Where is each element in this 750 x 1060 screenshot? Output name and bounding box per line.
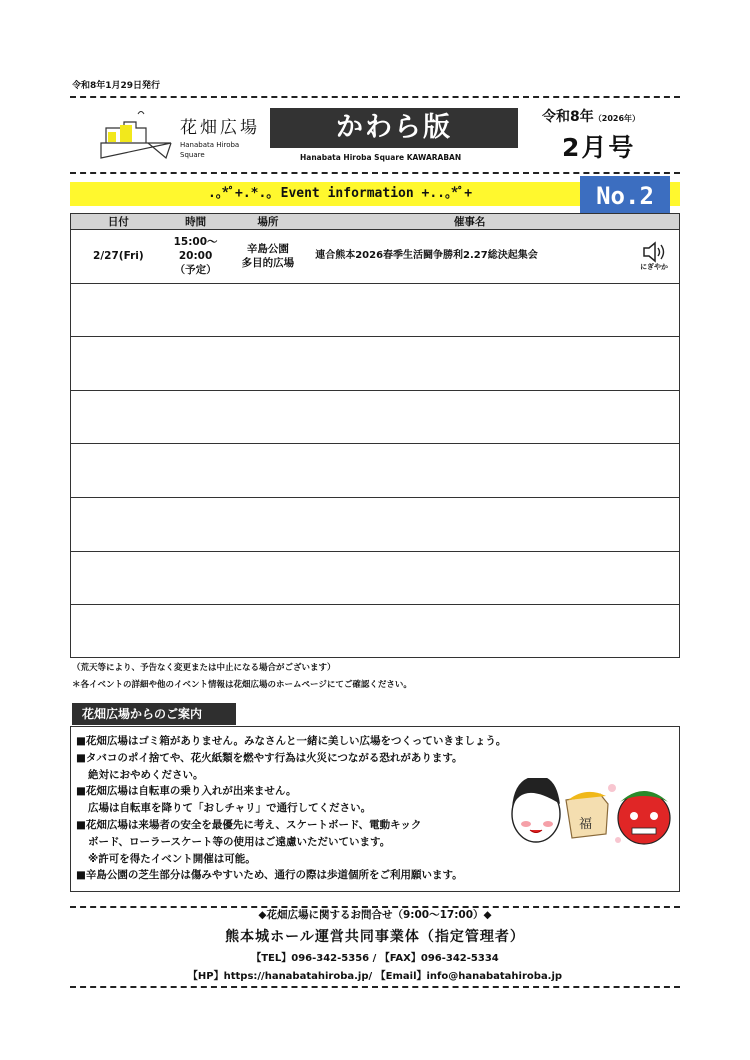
- issue-month: 2月号: [562, 133, 636, 162]
- event-table: [70, 213, 680, 658]
- page-subtitle: Hanabata Hiroba Square KAWARABAN: [300, 153, 462, 162]
- issue-date: 令和8年1月29日発行: [72, 81, 161, 91]
- contact-web: 【HP】https://hanabatahiroba.jp/ 【Email】info@hanabatahiroba.jp: [187, 971, 563, 982]
- event-place: 辛島公園 多目的広場: [241, 243, 295, 270]
- event-time: 15:00～ 20:00 （予定）: [173, 236, 218, 277]
- event-name: 連合熊本2026春季生活闘争勝利2.27総決起集会: [315, 250, 538, 262]
- table-row: [71, 444, 679, 498]
- issue-number-badge: No.2: [580, 176, 670, 216]
- divider: [70, 172, 680, 174]
- contact-heading: ◆花畑広場に関するお問合せ（9:00～17:00）◆: [258, 909, 492, 921]
- divider: [70, 986, 680, 988]
- setsubun-illustration-icon: [508, 778, 678, 848]
- table-row: [71, 552, 679, 606]
- guide-box: ■花畑広場はゴミ箱がありません。みなさんと一緒に美しい広場をつくっていきましょう。 ■タバコのポイ捨てや、花火紙類を燃やす行為は火災につながる恐れがあります。 絶対におやめください。 ■花畑広場は自転車の乗り入れが出来ません。 広場は自転車を降りて「おしチャリ」で通行してください。 ■花畑広場は来場者の安全を最優先に考え、スケートボード、電動キック ボード、ローラースケート等の使用はご遠慮いただいています。 ※許可を得たイベント開催は可能。 ■辛島公園の芝生部分は傷みやすいため、通行の際は歩道個所をご利用願います。: [70, 726, 680, 892]
- contact-info: [70, 906, 680, 986]
- logo-subtitle: Hanabata Hiroba Square: [180, 141, 240, 159]
- contact-org: 熊本城ホール運営共同事業体（指定管理者）: [225, 929, 525, 945]
- era-year: 令和8年（2026年）: [542, 109, 641, 125]
- speaker-icon: [641, 241, 667, 263]
- table-row: [71, 498, 679, 552]
- divider: [70, 96, 680, 98]
- table-header: 日付 時間 場所 催事名: [71, 214, 679, 230]
- svg-text:福: 福: [579, 817, 593, 832]
- event-date: 2/27(Fri): [93, 250, 144, 263]
- guide-heading: 花畑広場からのご案内: [72, 703, 236, 725]
- table-row: [71, 230, 679, 284]
- table-row: [71, 337, 679, 391]
- table-row: [71, 605, 679, 659]
- notes: （荒天等により、予告なく変更または中止になる場合がございます） ＊各イベントの詳細や他のイベント情報は花畑広場のホームページにてご確認ください。: [72, 663, 412, 690]
- page-title: かわら版: [270, 108, 518, 148]
- noise-level: にぎやか: [629, 230, 679, 283]
- logo-name: 花畑広場: [180, 118, 260, 138]
- table-row: [71, 391, 679, 445]
- table-row: [71, 284, 679, 338]
- event-banner: .｡*ﾟ+.*.｡ Event information +..｡*ﾟ+: [70, 182, 680, 206]
- contact-phone: 【TEL】096-342-5356 / 【FAX】096-342-5334: [251, 953, 499, 964]
